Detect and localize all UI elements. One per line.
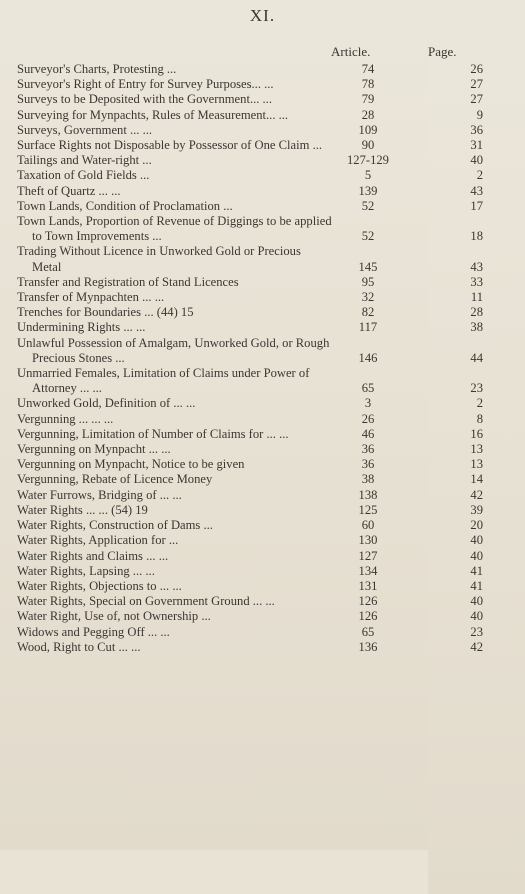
entry-title: Unlawful Possession of Amalgam, Unworked Gold, or Rough Precious Stones ...	[17, 335, 330, 365]
entry-article-number: 125	[358, 502, 378, 517]
page-column-header: Page.	[428, 44, 525, 894]
entry-page-number: 9	[476, 107, 483, 122]
index-entry	[17, 320, 507, 335]
entry-article-number: 131	[358, 578, 378, 593]
entry-page-number: 43	[470, 259, 483, 274]
entry-page-number: 18	[470, 229, 483, 244]
index-entry	[17, 77, 507, 92]
entry-page-number: 40	[470, 548, 483, 563]
index-entry	[17, 457, 507, 472]
entry-title: Surveys to be Deposited with the Government... ...	[17, 92, 272, 107]
entry-title: Tailings and Water-right ...	[17, 153, 152, 168]
entry-article-number: 138	[358, 487, 378, 502]
entry-page-number: 27	[470, 92, 483, 107]
index-entry	[17, 123, 507, 138]
index-entry	[17, 564, 507, 579]
index-entry	[17, 336, 507, 366]
entry-title: Taxation of Gold Fields ...	[17, 168, 150, 183]
entry-title: Surveyor's Charts, Protesting ...	[17, 62, 177, 76]
entry-title: Transfer of Mynpachten ... ...	[17, 290, 165, 305]
entry-article-number: 127	[358, 548, 378, 563]
entry-title: Water Rights, Lapsing ... ...	[17, 563, 155, 578]
entry-article-number: 32	[361, 290, 375, 305]
entry-title: Surveys, Government ... ...	[17, 122, 153, 137]
index-entry	[17, 290, 507, 305]
entry-page-number: 40	[470, 533, 483, 548]
entry-article-number: 3	[364, 396, 372, 411]
index-entry	[17, 549, 507, 564]
entry-page-number: 8	[476, 411, 483, 426]
entry-page-number: 44	[470, 350, 483, 365]
entry-page-number: 20	[470, 518, 483, 533]
entry-page-number: 42	[470, 639, 483, 654]
entry-article-number: 28	[361, 107, 375, 122]
index-entry	[17, 244, 507, 274]
entry-title: Trenches for Boundaries ... (44) 15	[17, 305, 194, 320]
entry-article-number: 78	[361, 77, 375, 92]
index-entry	[17, 305, 507, 320]
entry-page-number: 2	[476, 396, 483, 411]
entry-page-number: 16	[470, 426, 483, 441]
index-entry	[17, 442, 507, 457]
index-entry	[17, 108, 507, 123]
entry-article-number: 5	[364, 168, 372, 183]
entry-title: Water Rights and Claims ... ...	[17, 548, 169, 563]
entry-article-number: 65	[361, 624, 375, 639]
entry-page-number: 40	[470, 609, 483, 624]
entry-page-number: 13	[470, 457, 483, 472]
entry-title: Water Right, Use of, not Ownership ...	[17, 609, 211, 624]
entry-article-number: 109	[358, 122, 378, 137]
index-entry	[17, 366, 507, 396]
index-entry	[17, 214, 507, 244]
entry-page-number: 31	[470, 138, 483, 153]
entry-article-number: 52	[361, 229, 375, 244]
entry-title: Water Rights, Objections to ... ...	[17, 578, 182, 593]
entry-page-number: 33	[470, 274, 483, 289]
index-entry	[17, 412, 507, 427]
entry-title: Surveyor's Right of Entry for Survey Purposes... ...	[17, 77, 274, 92]
entry-article-number: 136	[358, 639, 378, 654]
entry-page-number: 40	[470, 594, 483, 609]
entry-title: Unmarried Females, Limitation of Claims under Power of Attorney ... ...	[17, 366, 310, 396]
entry-article-number: 36	[361, 457, 375, 472]
index-entry	[17, 640, 507, 655]
entry-title: Trading Without Licence in Unworked Gold or Precious Metal	[17, 244, 301, 274]
index-entry	[17, 488, 507, 503]
index-entry	[17, 62, 507, 77]
entry-page-number: 42	[470, 487, 483, 502]
entry-article-number: 139	[358, 183, 378, 198]
entry-title: Vergunning, Limitation of Number of Claims for ... ...	[17, 426, 289, 441]
entry-page-number: 41	[470, 563, 483, 578]
entry-title: Transfer and Registration of Stand Licences	[17, 274, 239, 289]
index-entry	[17, 199, 507, 214]
entry-article-number: 79	[361, 92, 375, 107]
entry-title: Unworked Gold, Definition of ... ...	[17, 396, 196, 411]
entry-article-number: 52	[361, 198, 375, 213]
index-entry	[17, 427, 507, 442]
entry-page-number: 36	[470, 122, 483, 137]
index-entry	[17, 594, 507, 609]
entry-article-number: 60	[361, 518, 375, 533]
entry-page-number: 27	[470, 77, 483, 92]
entry-title: Surveying for Mynpachts, Rules of Measurement... ...	[17, 107, 289, 122]
entry-title: Vergunning on Mynpacht, Notice to be given	[17, 457, 245, 472]
entry-title: Water Rights ... ... (54) 19	[17, 502, 148, 517]
entry-page-number: 13	[470, 442, 483, 457]
entry-page-number: 40	[470, 153, 483, 168]
index-entry	[17, 579, 507, 594]
entry-title: Theft of Quartz ... ...	[17, 183, 121, 198]
entry-article-number: 134	[358, 563, 378, 578]
entry-page-number: 23	[470, 381, 483, 396]
index-entry	[17, 396, 507, 411]
index-entry	[17, 92, 507, 107]
index-entry	[17, 625, 507, 640]
index-entry	[17, 153, 507, 168]
entry-article-number: 127-129	[347, 153, 389, 168]
entry-title: Water Rights, Application for ...	[17, 533, 179, 548]
entry-article-number: 145	[358, 259, 378, 274]
index-entry	[17, 138, 507, 153]
entry-title: Vergunning, Rebate of Licence Money	[17, 472, 213, 487]
entry-title: Town Lands, Condition of Proclamation ...	[17, 198, 233, 213]
index-entry	[17, 533, 507, 548]
entry-page-number: 14	[470, 472, 483, 487]
entry-page-number: 28	[470, 305, 483, 320]
entry-article-number: 126	[358, 609, 378, 624]
entry-title: Widows and Pegging Off ... ...	[17, 624, 170, 639]
entry-page-number: 43	[470, 183, 483, 198]
entry-page-number: 39	[470, 502, 483, 517]
entry-page-number: 11	[470, 290, 483, 305]
entry-article-number: 36	[361, 442, 375, 457]
entry-article-number: 82	[361, 305, 375, 320]
index-entry	[17, 518, 507, 533]
article-column-header: Article.	[331, 44, 371, 59]
index-entry	[17, 503, 507, 518]
entry-article-number: 65	[361, 381, 375, 396]
page-number: XI.	[249, 6, 276, 25]
entry-article-number: 26	[361, 411, 375, 426]
entry-page-number: 26	[470, 62, 483, 76]
entry-article-number: 38	[361, 472, 375, 487]
entry-title: Wood, Right to Cut ... ...	[17, 639, 141, 654]
entry-page-number: 23	[470, 624, 483, 639]
entry-article-number: 130	[358, 533, 378, 548]
index-entry	[17, 609, 507, 624]
entry-title: Water Furrows, Bridging of ... ...	[17, 487, 182, 502]
entry-article-number: 146	[358, 350, 378, 365]
entry-article-number: 126	[358, 594, 378, 609]
entry-article-number: 90	[361, 138, 375, 153]
entry-title: Vergunning ... ... ...	[17, 411, 114, 426]
entry-title: Vergunning on Mynpacht ... ...	[17, 442, 171, 457]
index-entry	[17, 275, 507, 290]
entry-title: Water Rights, Special on Government Ground ... ...	[17, 594, 275, 609]
entry-title: Undermining Rights ... ...	[17, 320, 146, 335]
entry-title: Water Rights, Construction of Dams ...	[17, 518, 213, 533]
entry-page-number: 2	[476, 168, 483, 183]
entry-article-number: 46	[361, 426, 375, 441]
entry-title: Surface Rights not Disposable by Possessor of One Claim ...	[17, 138, 323, 153]
index-entry	[17, 472, 507, 487]
index-entry	[17, 168, 507, 183]
entry-article-number: 117	[358, 320, 378, 335]
entry-page-number: 41	[470, 578, 483, 593]
entry-article-number: 74	[361, 62, 375, 76]
entry-page-number: 17	[470, 198, 483, 213]
entry-article-number: 95	[361, 274, 375, 289]
entry-title: Town Lands, Proportion of Revenue of Diggings to be applied to Town Improvements ...	[17, 214, 332, 244]
entry-page-number: 38	[470, 320, 483, 335]
index-entry	[17, 184, 507, 199]
index-entries	[17, 62, 507, 655]
